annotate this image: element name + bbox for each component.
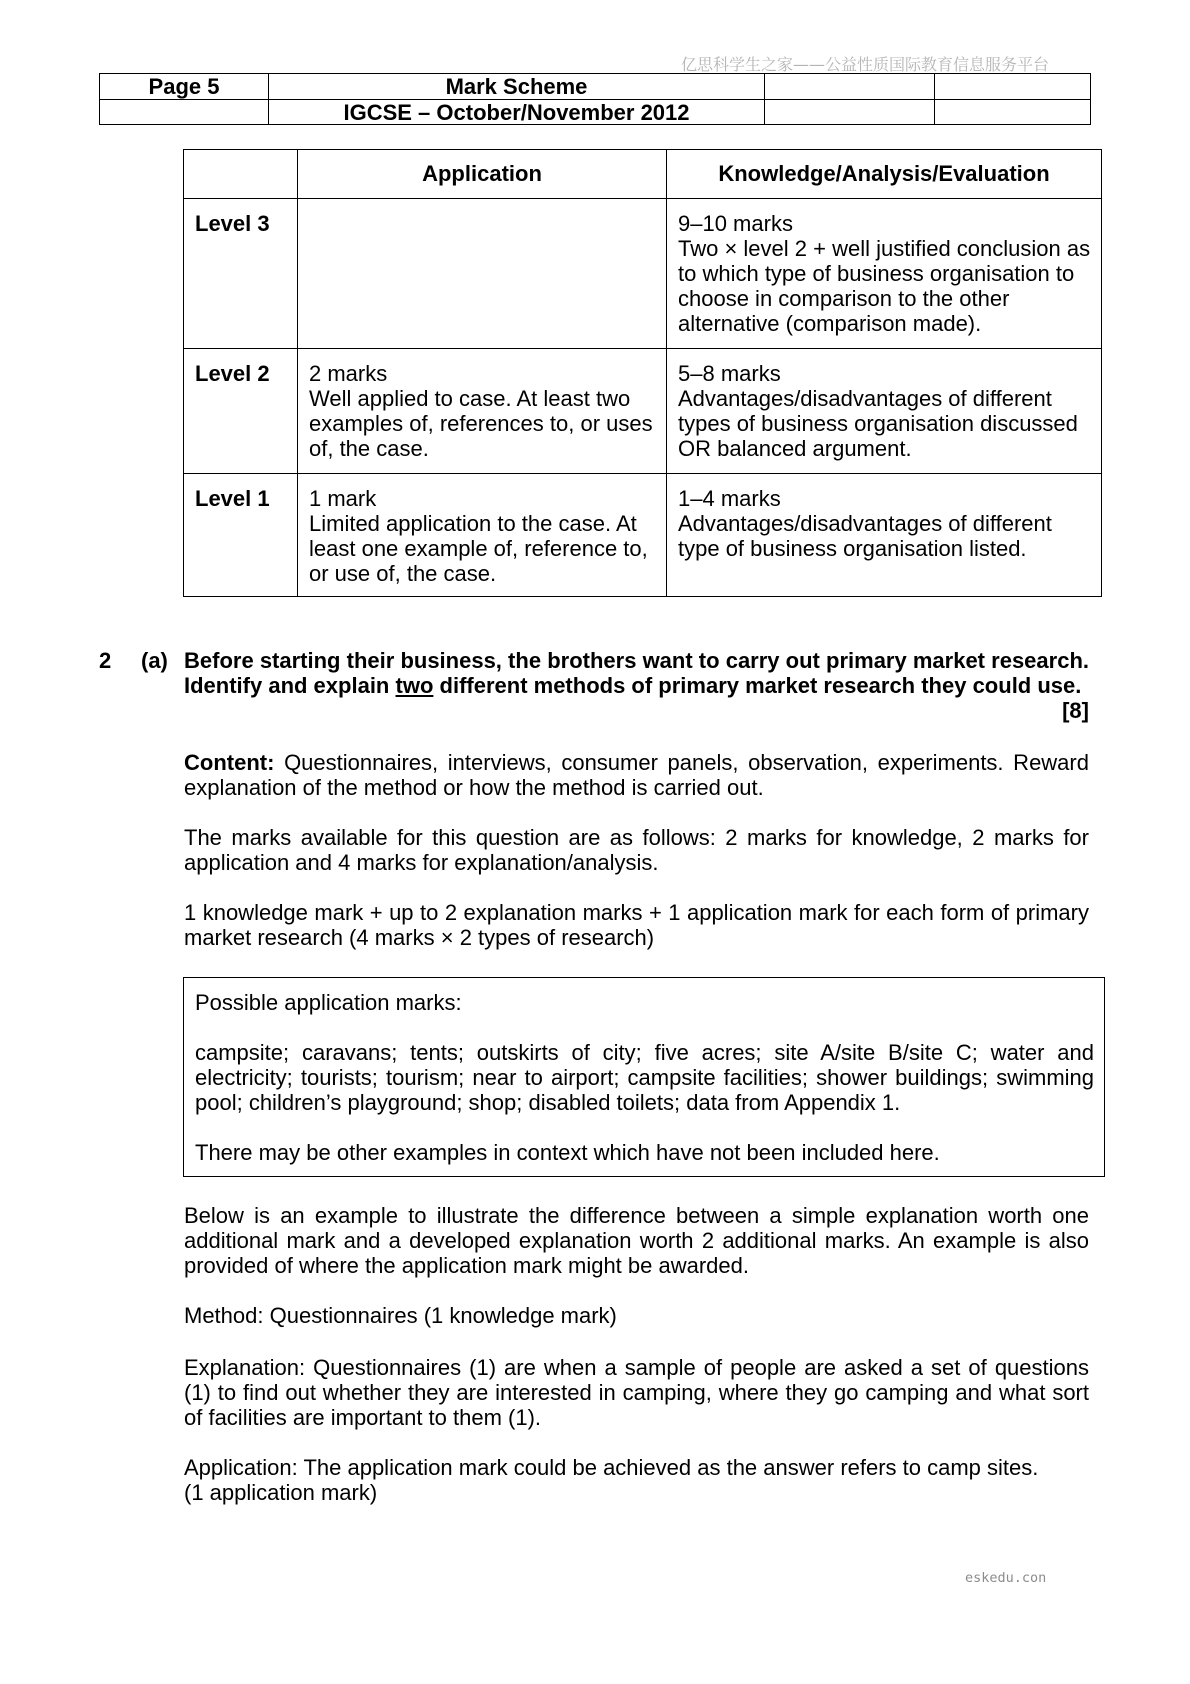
cell-line: 1–4 marks bbox=[678, 486, 781, 511]
header-empty-cell bbox=[765, 100, 935, 125]
box-line: pool; children’s playground; shop; disabled toilets; data from Appendix 1. bbox=[195, 1090, 901, 1115]
paragraph-line: (1 application mark) bbox=[184, 1480, 378, 1505]
page-number: Page 5 bbox=[100, 74, 269, 100]
cell-line: 2 marks bbox=[309, 361, 388, 386]
application-paragraph bbox=[184, 1455, 1089, 1505]
table-header-empty bbox=[184, 150, 298, 199]
explanation-paragraph bbox=[184, 1355, 1089, 1430]
paragraph-line: of facilities are important to them (1). bbox=[184, 1405, 542, 1430]
header-empty-cell bbox=[935, 100, 1091, 125]
paragraph-line: additional mark and a developed explanation worth 2 additional marks. An example is also bbox=[184, 1228, 1089, 1253]
question-number: 2 bbox=[99, 648, 112, 673]
table-header-application: Application bbox=[298, 150, 667, 199]
knowledge-cell bbox=[667, 474, 1102, 597]
cell-line: 5–8 marks bbox=[678, 361, 781, 386]
paragraph-line: Explanation: Questionnaires (1) are when a sample of people are asked a set of questions bbox=[184, 1355, 1089, 1380]
header-empty-cell bbox=[935, 74, 1091, 100]
question-underlined-word: two bbox=[395, 673, 434, 698]
knowledge-cell bbox=[667, 199, 1102, 349]
paragraph-line: explanation of the method or how the method is carried out. bbox=[184, 775, 764, 800]
footer-site-text: eskedu.con bbox=[965, 1570, 1047, 1586]
cell-line: Two × level 2 + well justified conclusion as bbox=[678, 236, 1091, 261]
question-marks: [8] bbox=[1062, 698, 1089, 723]
cell-line: or use of, the case. bbox=[309, 561, 497, 586]
paragraph-line: The marks available for this question are as follows: 2 marks for knowledge, 2 marks for bbox=[184, 825, 1089, 850]
box-title: Possible application marks: bbox=[195, 990, 462, 1015]
cell-line: type of business organisation listed. bbox=[678, 536, 1027, 561]
box-note: There may be other examples in context which have not been included here. bbox=[195, 1140, 940, 1165]
question-part: (a) bbox=[141, 648, 168, 673]
question-line: Before starting their business, the brothers want to carry out primary market research. bbox=[184, 648, 1089, 673]
cell-line: of, the case. bbox=[309, 436, 429, 461]
level-label-cell bbox=[184, 474, 298, 597]
paragraph-line: Application: The application mark could be achieved as the answer refers to camp sites. bbox=[184, 1455, 1039, 1480]
question-line-end: different methods of primary market research they could use. bbox=[439, 673, 1082, 698]
levels-table bbox=[183, 149, 1102, 597]
cell-line: 9–10 marks bbox=[678, 211, 793, 236]
paragraph-line: 1 knowledge mark + up to 2 explanation marks + 1 application mark for each form of primary bbox=[184, 900, 1089, 925]
level-label-cell bbox=[184, 349, 298, 474]
level-label: Level 3 bbox=[195, 211, 270, 236]
application-cell bbox=[298, 349, 667, 474]
header-empty-cell bbox=[100, 100, 269, 125]
header-table bbox=[99, 73, 1091, 125]
question-line bbox=[184, 673, 1089, 698]
question-line-start: Identify and explain bbox=[184, 673, 390, 698]
knowledge-cell bbox=[667, 349, 1102, 474]
paragraph-line: market research (4 marks × 2 types of research) bbox=[184, 925, 655, 950]
cell-line: alternative (comparison made). bbox=[678, 311, 982, 336]
cell-line: OR balanced argument. bbox=[678, 436, 912, 461]
paragraph-line: Below is an example to illustrate the difference between a simple explanation worth one bbox=[184, 1203, 1089, 1228]
level-label: Level 1 bbox=[195, 486, 270, 511]
level-label: Level 2 bbox=[195, 361, 270, 386]
cell-line: choose in comparison to the other bbox=[678, 286, 1010, 311]
marks-available-paragraph bbox=[184, 825, 1089, 875]
application-cell bbox=[298, 199, 667, 349]
watermark-text: 亿思科学生之家——公益性质国际教育信息服务平台 bbox=[681, 55, 1050, 74]
cell-line: types of business organisation discussed bbox=[678, 411, 1078, 436]
mark-allocation-paragraph bbox=[184, 900, 1089, 950]
cell-line: Advantages/disadvantages of different bbox=[678, 386, 1052, 411]
content-text: Questionnaires, interviews, consumer panels, observation, experiments. Reward bbox=[284, 750, 1089, 775]
cell-line: Well applied to case. At least two bbox=[309, 386, 631, 411]
application-marks-box bbox=[183, 977, 1105, 1177]
paragraph-line: provided of where the application mark might be awarded. bbox=[184, 1253, 749, 1278]
question-text bbox=[184, 648, 1089, 723]
cell-line: Advantages/disadvantages of different bbox=[678, 511, 1052, 536]
method-line: Method: Questionnaires (1 knowledge mark) bbox=[184, 1303, 617, 1328]
box-list bbox=[195, 1040, 1094, 1115]
content-label: Content: bbox=[184, 750, 275, 775]
table-header-knowledge: Knowledge/Analysis/Evaluation bbox=[667, 150, 1102, 199]
cell-line: examples of, references to, or uses bbox=[309, 411, 653, 436]
exam-session: IGCSE – October/November 2012 bbox=[269, 100, 765, 125]
paragraph-line: (1) to find out whether they are interested in camping, where they go camping and what sort bbox=[184, 1380, 1089, 1405]
cell-line: Limited application to the case. At bbox=[309, 511, 637, 536]
header-empty-cell bbox=[765, 74, 935, 100]
document-type: Mark Scheme bbox=[269, 74, 765, 100]
cell-line: 1 mark bbox=[309, 486, 377, 511]
paragraph-line: application and 4 marks for explanation/analysis. bbox=[184, 850, 659, 875]
cell-line: to which type of business organisation to bbox=[678, 261, 1075, 286]
question-body bbox=[184, 648, 1094, 1505]
level-label-cell bbox=[184, 199, 298, 349]
example-intro-paragraph bbox=[184, 1203, 1089, 1278]
box-line: electricity; tourists; tourism; near to airport; campsite facilities; shower buildings; swimming bbox=[195, 1065, 1094, 1090]
application-cell bbox=[298, 474, 667, 597]
paragraph-line bbox=[184, 750, 1089, 775]
box-line: campsite; caravans; tents; outskirts of city; five acres; site A/site B/site C; water and bbox=[195, 1040, 1094, 1065]
content-paragraph bbox=[184, 750, 1089, 800]
cell-line: least one example of, reference to, bbox=[309, 536, 648, 561]
